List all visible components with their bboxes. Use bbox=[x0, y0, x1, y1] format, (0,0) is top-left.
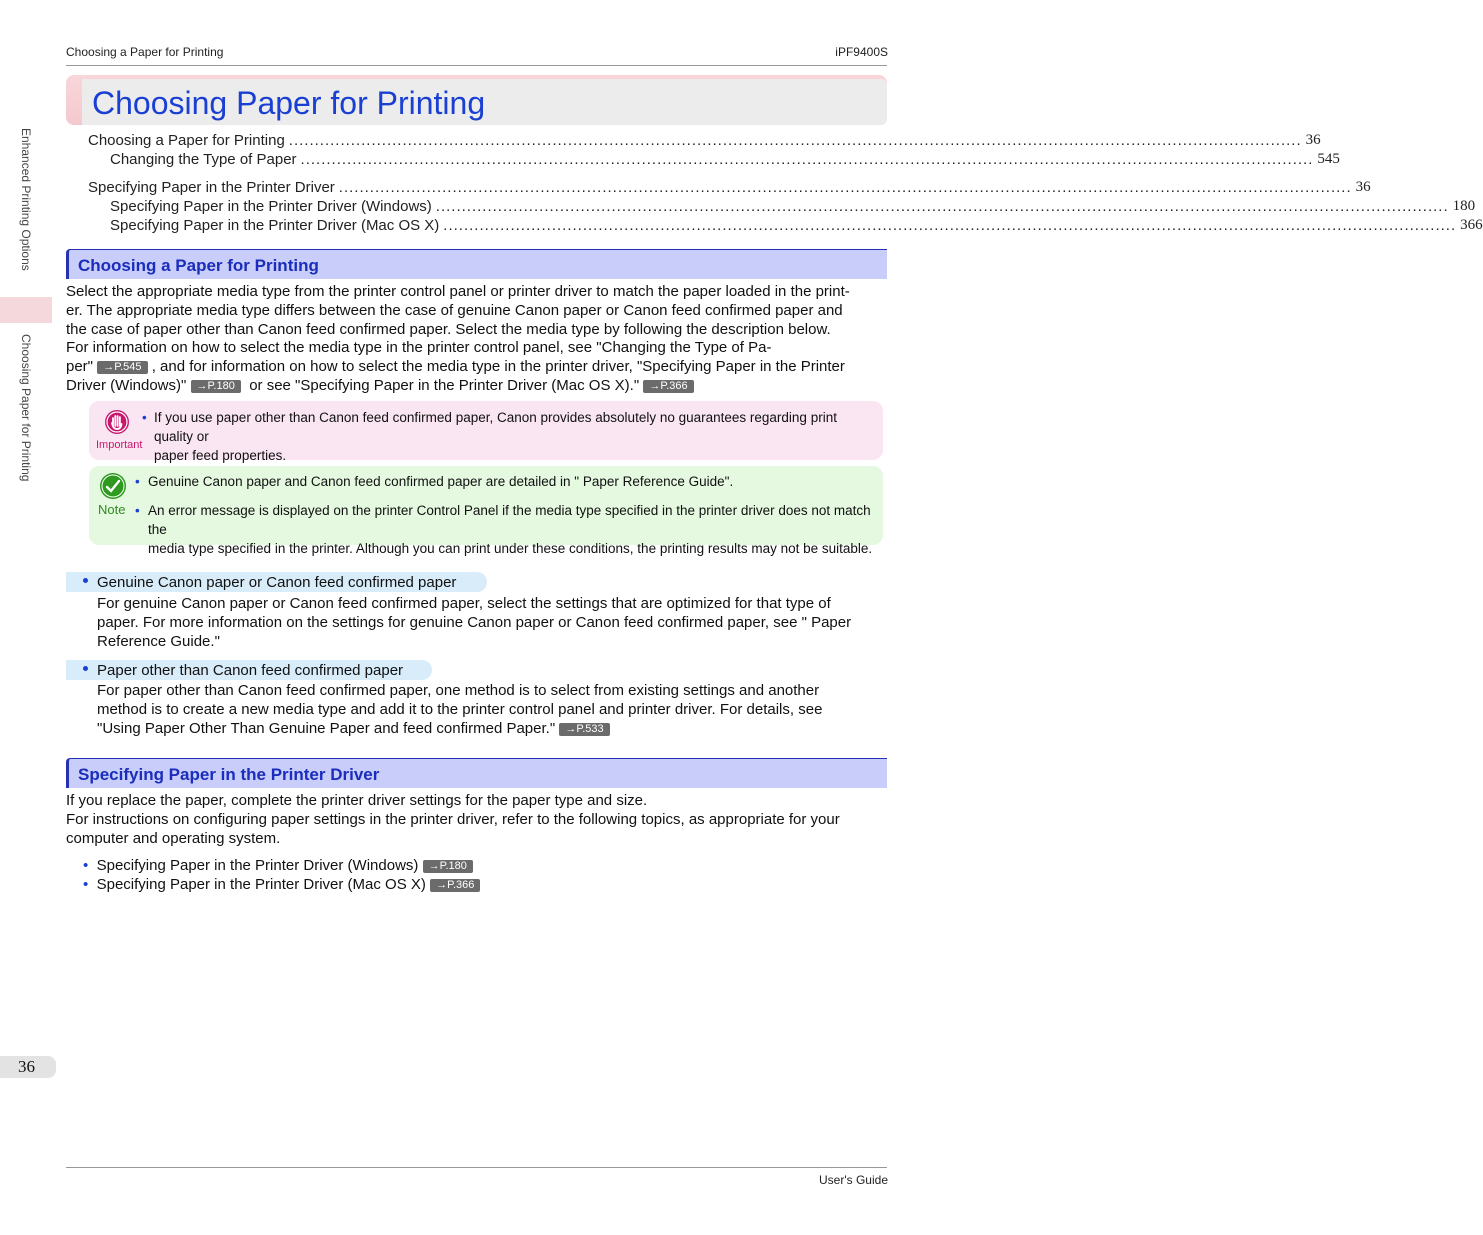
important-label: Important bbox=[96, 439, 143, 451]
toc-item[interactable]: Changing the Type of Paper .................................................................................................................................................................................................... 545 bbox=[110, 151, 1340, 168]
page-ref-link[interactable]: →P.533 bbox=[559, 723, 609, 736]
toc-item[interactable]: Specifying Paper in the Printer Driver .................................................................................................................................................................................................... 36 bbox=[88, 179, 1371, 196]
page-title: Choosing Paper for Printing bbox=[92, 85, 486, 121]
chapter-title-bar bbox=[66, 75, 887, 125]
running-header-left: Choosing a Paper for Printing bbox=[66, 45, 224, 59]
page-number-tab bbox=[0, 1056, 56, 1078]
toc-item[interactable]: Choosing a Paper for Printing .................................................................................................................................................................................................... 36 bbox=[88, 132, 1321, 149]
page-ref-link[interactable]: →P.366 bbox=[643, 380, 693, 393]
note-label: Note bbox=[98, 502, 126, 517]
table-of-contents bbox=[88, 132, 1483, 237]
list-item: • Specifying Paper in the Printer Driver (Windows) →P.180 bbox=[83, 857, 887, 876]
section-heading-choosing-paper: Choosing a Paper for Printing bbox=[66, 249, 887, 279]
header-rule bbox=[66, 65, 887, 66]
page-ref-link[interactable]: →P.180 bbox=[423, 860, 473, 873]
section-heading-specifying-paper: Specifying Paper in the Printer Driver bbox=[66, 758, 887, 788]
page-ref-link[interactable]: →P.180 bbox=[191, 380, 241, 393]
note-callout: Note • Genuine Canon paper and Canon feed confirmed paper are detailed in " Paper Reference Guide". • An error message is displayed on the printer Control Panel if the media type specified in the printer driver does not match the media type specified in the printer. Although you can print under these conditions, the printing results may not be suitable. bbox=[89, 466, 883, 545]
page-number: 36 bbox=[18, 1057, 35, 1076]
subtopic-genuine-paper: Genuine Canon paper or Canon feed confirmed paper bbox=[66, 572, 487, 592]
bullet-dot-icon bbox=[83, 666, 88, 671]
note-check-icon bbox=[99, 472, 127, 500]
section2-paragraph: If you replace the paper, complete the printer driver settings for the paper type and size. For instructions on configuring paper settings in the printer driver, refer to the following topics, as appropriate for your computer and operating system. bbox=[66, 792, 840, 847]
sidebar-chapter-label[interactable]: Enhanced Printing Options bbox=[19, 128, 33, 271]
bullet-dot-icon bbox=[83, 578, 88, 583]
sidebar-active-tab bbox=[0, 297, 52, 323]
running-header-right: iPF9400S bbox=[835, 45, 888, 59]
important-callout: Important • If you use paper other than Canon feed confirmed paper, Canon provides absolutely no guarantees regarding print quality or paper feed properties. bbox=[89, 401, 883, 460]
list-item: • Specifying Paper in the Printer Driver (Mac OS X) →P.366 bbox=[83, 876, 887, 895]
footer-rule bbox=[66, 1167, 887, 1168]
subtopic-other-paper: Paper other than Canon feed confirmed paper bbox=[66, 660, 432, 680]
section1-paragraph: Select the appropriate media type from the printer control panel or printer driver to match the paper loaded in the print- er. The appropriate media type differs between the case of genuine Canon paper or Canon feed confirmed paper and the case of paper other than Canon feed confirmed paper. Select the media type by following the description below. For information on how to select the media type in the printer control panel, see "Changing the Type of Pa- per" →P.545 , and for information on how to select the media type in the printer driver, "Specifying Paper in the Printer Driver (Windows)" →P.180 or see "Specifying Paper in the Printer Driver (Mac OS X)." →P.366 bbox=[66, 283, 850, 394]
page-ref-link[interactable]: →P.366 bbox=[430, 879, 480, 892]
subtopic-genuine-paper-body: For genuine Canon paper or Canon feed confirmed paper, select the settings that are optimized for that type of paper. For more information on the settings for genuine Canon paper or Canon feed confirmed paper, see " Paper Reference Guide." bbox=[97, 595, 852, 650]
footer-label: User's Guide bbox=[819, 1173, 888, 1187]
subtopic-other-paper-body: For paper other than Canon feed confirmed paper, one method is to select from existing settings and another method is to create a new media type and add it to the printer control panel and printer driver. For details, see "Using Paper Other Than Genuine Paper and feed confirmed Paper." →P.533 bbox=[97, 682, 823, 737]
page-ref-link[interactable]: →P.545 bbox=[97, 361, 147, 374]
sidebar-section-label[interactable]: Choosing Paper for Printing bbox=[19, 334, 33, 482]
toc-item[interactable]: Specifying Paper in the Printer Driver (Windows) .................................................................................................................................................................................................... 180 bbox=[110, 198, 1476, 215]
hand-stop-icon bbox=[104, 409, 130, 435]
section2-bullet-list bbox=[83, 857, 887, 895]
toc-item[interactable]: Specifying Paper in the Printer Driver (Mac OS X) .................................................................................................................................................................................................... 366 bbox=[110, 217, 1483, 234]
